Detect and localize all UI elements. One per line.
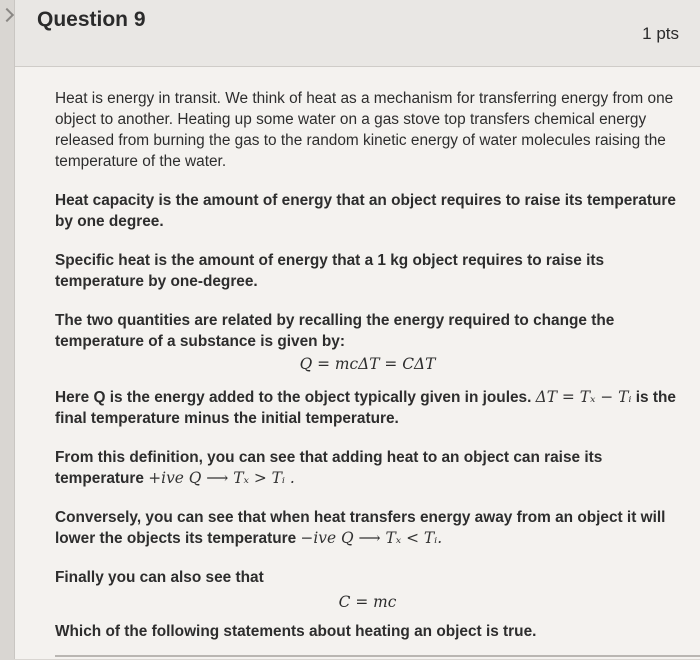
paragraph-finally bbox=[55, 567, 680, 613]
delta-t-math: ΔT = Tₓ − Tᵢ bbox=[535, 388, 632, 406]
adding-heat-math: +ive Q ⟶ Tₓ > Tᵢ . bbox=[148, 469, 295, 487]
question-body bbox=[55, 88, 680, 660]
question-header bbox=[15, 0, 700, 67]
divider bbox=[55, 655, 700, 657]
removing-heat-text: Conversely, you can see that when heat transfers energy away from an object it will lower the objects its temperature bbox=[55, 509, 666, 547]
chevron-right-icon[interactable] bbox=[0, 8, 14, 22]
equation-q: Q = mcΔT = CΔT bbox=[299, 355, 436, 373]
question-card bbox=[14, 0, 700, 659]
paragraph-relation bbox=[55, 310, 680, 375]
question-prompt: Which of the following statements about heating an object is true. bbox=[55, 623, 537, 640]
adding-heat-text: From this definition, you can see that adding heat to an object can raise its temperature bbox=[55, 449, 603, 487]
paragraph-heat-capacity: Heat capacity is the amount of energy that an object requires to raise its temperature by one degree. bbox=[55, 192, 676, 230]
equation-c: C = mc bbox=[338, 593, 397, 611]
paragraph-delta-t bbox=[55, 387, 680, 429]
paragraph-adding-heat bbox=[55, 447, 680, 489]
removing-heat-math: −ive Q ⟶ Tₓ < Tᵢ. bbox=[300, 529, 443, 547]
relation-text: The two quantities are related by recalling the energy required to change the temperature of a substance is given by: bbox=[55, 312, 615, 350]
delta-t-tail: is the final temperature minus the initial temperature. bbox=[55, 389, 676, 427]
question-points: 1 pts bbox=[642, 24, 679, 43]
paragraph-heat-definition: Heat is energy in transit. We think of heat as a mechanism for transferring energy from one object to another. Heating up some water on a gas stove top transfers chemical energy released from burning the gas to the random kinetic energy of water molecules raising the temperature of the water. bbox=[55, 90, 674, 170]
finally-text: Finally you can also see that bbox=[55, 569, 264, 586]
paragraph-removing-heat bbox=[55, 507, 680, 549]
paragraph-specific-heat: Specific heat is the amount of energy that a 1 kg object requires to raise its temperature by one-degree. bbox=[55, 252, 605, 290]
delta-t-text: Here Q is the energy added to the object typically given in joules. bbox=[55, 389, 532, 406]
question-title: Question 9 bbox=[37, 8, 146, 31]
